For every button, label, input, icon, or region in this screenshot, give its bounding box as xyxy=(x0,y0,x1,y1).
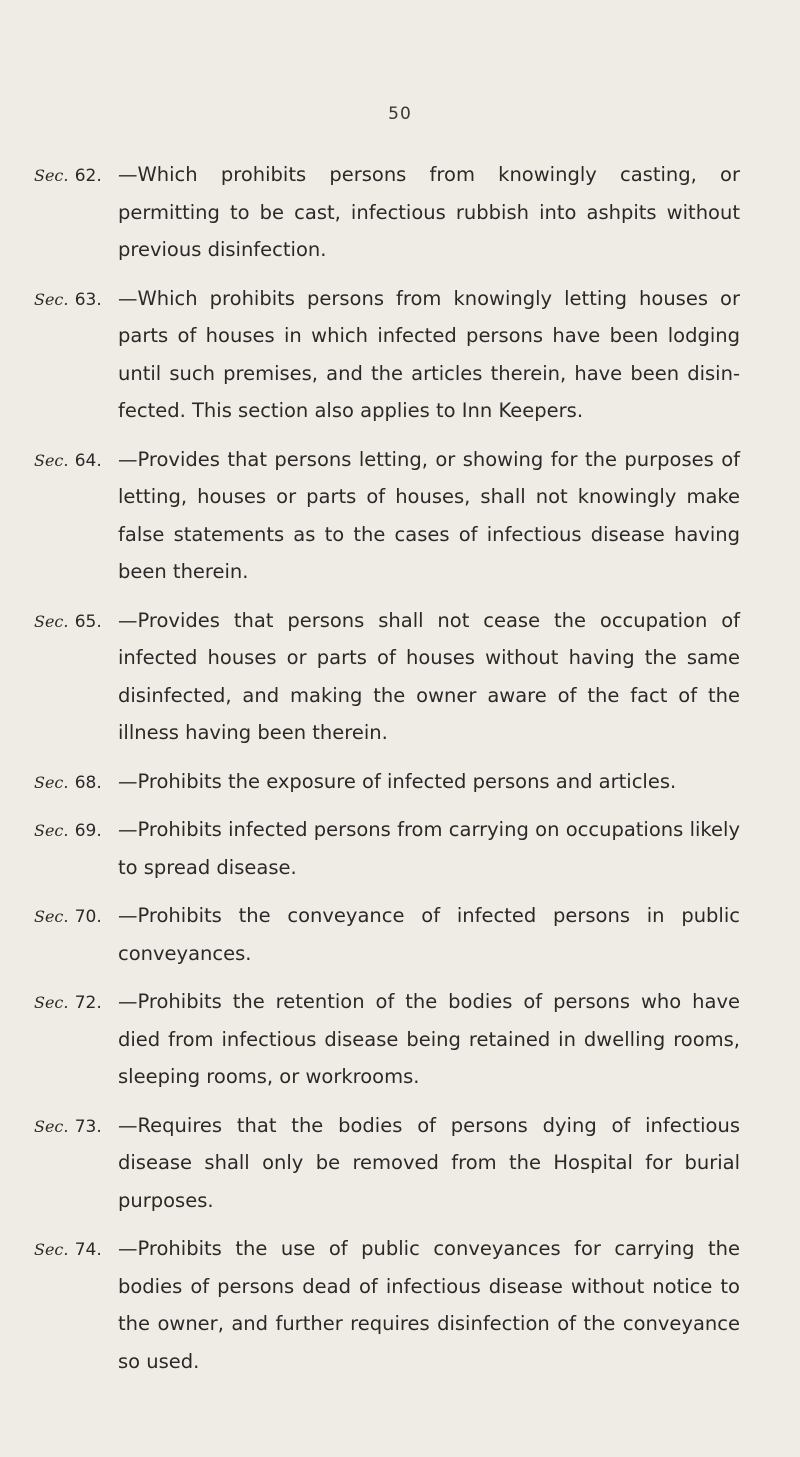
section-abbreviation: Sec. xyxy=(34,821,69,840)
section-body: —Prohibits the use of public conveyances for carrying the bodies of persons dead of infectious disease without notice to the owner, and further requires disinfection of the conveyance so used. xyxy=(118,1237,740,1373)
section-number: 62. xyxy=(74,166,102,186)
section-label xyxy=(34,983,102,1023)
section-body: —Which prohibits persons from knowingly casting, or permitting to be cast, infectious rubbish into ashpits without previous disinfection. xyxy=(118,163,740,261)
section-abbreviation: Sec. xyxy=(34,1240,69,1259)
section-text xyxy=(118,983,740,1096)
section-list xyxy=(0,156,800,1391)
section-text xyxy=(118,280,740,430)
section-number: 72. xyxy=(74,993,102,1013)
section-body: —Prohibits the exposure of infected persons and articles. xyxy=(118,769,677,793)
section-label xyxy=(34,1230,102,1270)
section-label xyxy=(34,156,102,196)
section-body: —Provides that persons letting, or showing for the purposes of letting, houses or parts of houses, shall not knowingly make false statements as to the cases of infectious disease having been therein. xyxy=(118,447,740,583)
section-number: 73. xyxy=(74,1116,102,1137)
section-abbreviation: Sec. xyxy=(34,289,69,309)
section-label xyxy=(34,1107,102,1147)
section-entry xyxy=(34,763,740,801)
section-abbreviation: Sec. xyxy=(34,907,69,926)
section-abbreviation: Sec. xyxy=(34,1116,69,1136)
section-number: 63. xyxy=(74,289,102,310)
section-entry xyxy=(34,441,740,591)
section-entry xyxy=(34,1107,740,1220)
section-body: —Which prohibits persons from knowingly letting houses or parts of houses in which infected persons have been lodging until such premises, and the articles therein, have been disinfected. This section also applies to Inn Keepers. xyxy=(118,286,740,422)
section-number: 70. xyxy=(74,907,102,927)
section-label xyxy=(34,441,102,481)
section-entry xyxy=(34,983,740,1096)
section-text xyxy=(118,897,740,972)
section-body: —Prohibits the conveyance of infected persons in public conveyances. xyxy=(118,904,740,965)
section-body: —Provides that persons shall not cease the occupation of infected houses or parts of houses without having the same disinfected, and making the owner aware of the fact of the illness having been therein. xyxy=(118,608,740,744)
section-number: 68. xyxy=(74,772,102,793)
section-text xyxy=(118,156,740,269)
section-body: —Prohibits infected persons from carrying on occupations likely to spread disease. xyxy=(118,818,740,879)
section-text xyxy=(118,763,740,801)
section-body: —Prohibits the retention of the bodies of persons who have died from infectious disease being retained in dwelling rooms, sleeping rooms, or workrooms. xyxy=(118,990,740,1088)
section-label xyxy=(34,763,102,803)
section-abbreviation: Sec. xyxy=(34,772,69,792)
section-label xyxy=(34,811,102,851)
section-text xyxy=(118,441,740,591)
section-label xyxy=(34,280,102,320)
section-text xyxy=(118,602,740,752)
section-number: 65. xyxy=(74,611,102,632)
section-label xyxy=(34,897,102,937)
section-abbreviation: Sec. xyxy=(34,166,69,185)
page-number: 50 xyxy=(388,104,412,124)
section-entry xyxy=(34,602,740,752)
section-text xyxy=(118,811,740,886)
section-entry xyxy=(34,897,740,972)
section-label xyxy=(34,602,102,642)
section-text xyxy=(118,1107,740,1220)
section-entry xyxy=(34,811,740,886)
section-number: 69. xyxy=(74,821,102,841)
section-abbreviation: Sec. xyxy=(34,450,69,470)
section-entry xyxy=(34,156,740,269)
section-body: —Requires that the bodies of persons dying of infectious disease shall only be removed from the Hospital for burial purposes. xyxy=(118,1113,740,1212)
section-abbreviation: Sec. xyxy=(34,611,69,631)
section-entry xyxy=(34,280,740,430)
section-entry xyxy=(34,1230,740,1380)
section-number: 64. xyxy=(74,450,102,471)
section-abbreviation: Sec. xyxy=(34,993,69,1012)
section-text xyxy=(118,1230,740,1380)
section-number: 74. xyxy=(74,1240,102,1260)
